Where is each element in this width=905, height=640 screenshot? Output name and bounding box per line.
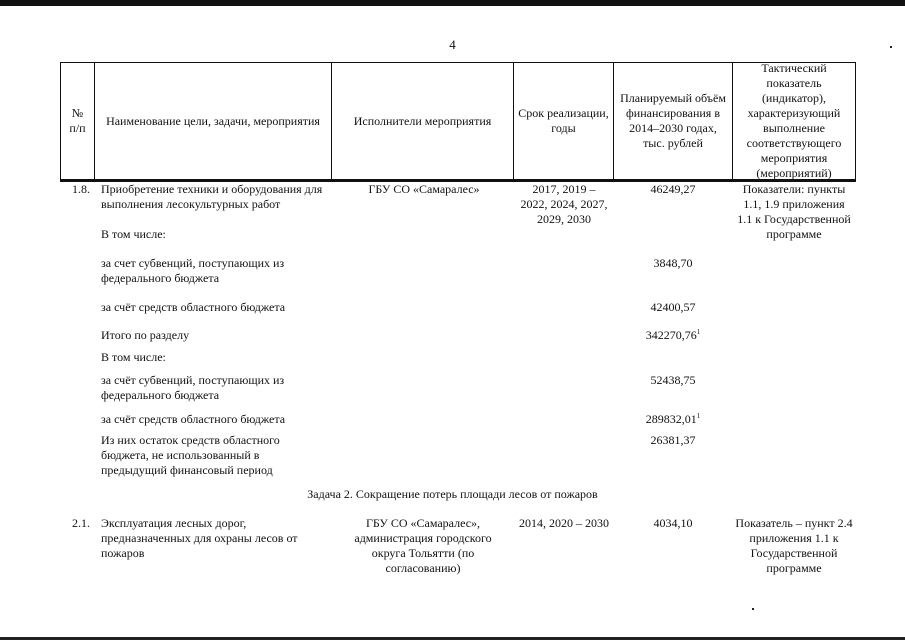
section-total-regional-footnote: 1 [696,412,701,420]
row-2-1-indicator: Показатель – пункт 2.4 приложения 1.1 к Государственной программе [735,516,853,575]
row-1-8-federal-label: за счет субвенций, поступающих из федерального бюджета [101,256,285,285]
row-1-8-name: Приобретение техники и оборудования для выполнения лесокультурных работ [101,182,323,211]
section-total-remainder-value: 26381,37 [650,433,696,447]
section-total-remainder-label: Из них остаток средств областного бюджета, не использованный в предыдущий финансовый период [101,433,280,477]
section-total-value-cell [613,328,733,343]
row-2-1-executor: ГБУ СО «Самаралес», администрация городского округа Тольятти (по согласованию) [354,516,492,575]
row-1-8-period: 2017, 2019 – 2022, 2024, 2027, 2029, 2030 [520,182,608,226]
row-1-8-regional-label: за счёт средств областного бюджета [101,300,286,314]
header-executors: Исполнители мероприятия [331,62,514,180]
section-total-value: 342270,76 [645,328,697,342]
section-total-regional-value-cell [613,412,733,427]
row-2-1-period: 2014, 2020 – 2030 [519,516,609,530]
section-total-label: Итого по разделу [101,328,190,342]
page-number: 4 [449,37,456,52]
header-indicator: Тактический показатель (индикатор), характеризующий выполнение соответствующего мероприятия (мероприятий) [732,62,856,180]
section-total-federal-label: за счёт субвенций, поступающих из федерального бюджета [101,373,285,402]
row-1-8-total: 46249,27 [650,182,696,196]
row-1-8-federal-value: 3848,70 [653,256,693,270]
row-2-1-number: 2.1. [72,516,90,530]
section-total-regional-value: 289832,01 [645,412,697,426]
header-funding: Планируемый объём финансирования в 2014–2030 годах, тыс. рублей [613,62,733,180]
row-2-1-total: 4034,10 [653,516,693,530]
scan-dot [752,608,754,610]
header-period: Срок реализации, годы [513,62,614,180]
header-number: № п/п [60,62,95,180]
task-2-title: Задача 2. Сокращение потерь площади лесов от пожаров [307,487,598,501]
row-1-8-regional-value: 42400,57 [650,300,696,314]
row-2-1-name: Эксплуатация лесных дорог, предназначенных для охраны лесов от пожаров [101,516,298,560]
row-1-8-executor: ГБУ СО «Самаралес» [368,182,480,196]
section-total-footnote: 1 [696,328,701,336]
section-total-including: В том числе: [101,350,166,364]
section-total-federal-value: 52438,75 [650,373,696,387]
row-1-8-number: 1.8. [72,182,90,196]
row-1-8-including: В том числе: [101,227,166,241]
row-1-8-indicator: Показатели: пункты 1.1, 1.9 приложения 1.1 к Государственной программе [737,182,851,241]
header-name: Наименование цели, задачи, мероприятия [94,62,332,180]
scan-top-border [0,0,905,6]
section-total-regional-label: за счёт средств областного бюджета [101,412,286,426]
